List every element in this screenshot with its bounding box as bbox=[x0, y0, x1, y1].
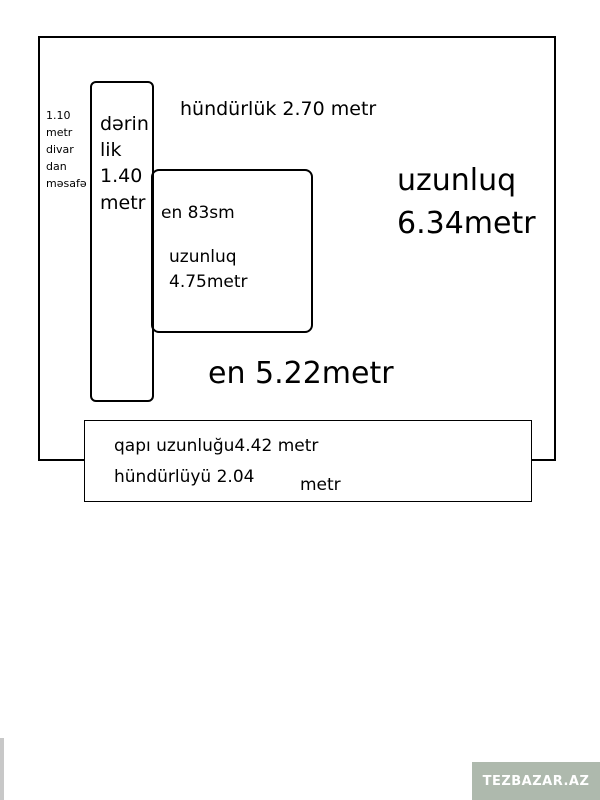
door-length-label: qapı uzunluğu4.42 metr bbox=[114, 436, 319, 456]
depth-label-line: 1.40 bbox=[100, 165, 143, 188]
room-length-line: uzunluq bbox=[397, 163, 517, 198]
wall-distance-line: məsafə bbox=[46, 177, 87, 191]
inner-length-line: uzunluq bbox=[169, 247, 237, 267]
wall-distance-line: dan bbox=[46, 160, 67, 174]
wall-distance-line: 1.10 bbox=[46, 109, 71, 122]
site-watermark: TEZBAZAR.AZ bbox=[472, 762, 600, 800]
depth-label-line: dərin bbox=[100, 113, 149, 135]
edge-artifact bbox=[0, 738, 4, 800]
room-length-label bbox=[397, 160, 536, 245]
inner-length-line: 4.75metr bbox=[169, 271, 248, 292]
inner-length-label bbox=[169, 245, 248, 294]
wall-distance-line: metr bbox=[46, 126, 73, 140]
wall-distance-line: divar bbox=[46, 143, 74, 157]
depth-label-line: metr bbox=[100, 191, 146, 214]
depth-label-line: lik bbox=[100, 139, 122, 162]
room-height-label: hündürlük 2.70 metr bbox=[180, 98, 377, 120]
door-height-unit: metr bbox=[300, 475, 341, 495]
door-height-label: hündürlüyü 2.04 bbox=[114, 467, 255, 487]
room-width-label: en 5.22metr bbox=[208, 356, 394, 391]
depth-label bbox=[100, 111, 149, 216]
inner-width-label: en 83sm bbox=[161, 203, 235, 223]
room-length-line: 6.34metr bbox=[397, 205, 536, 241]
wall-distance-note bbox=[46, 107, 87, 192]
